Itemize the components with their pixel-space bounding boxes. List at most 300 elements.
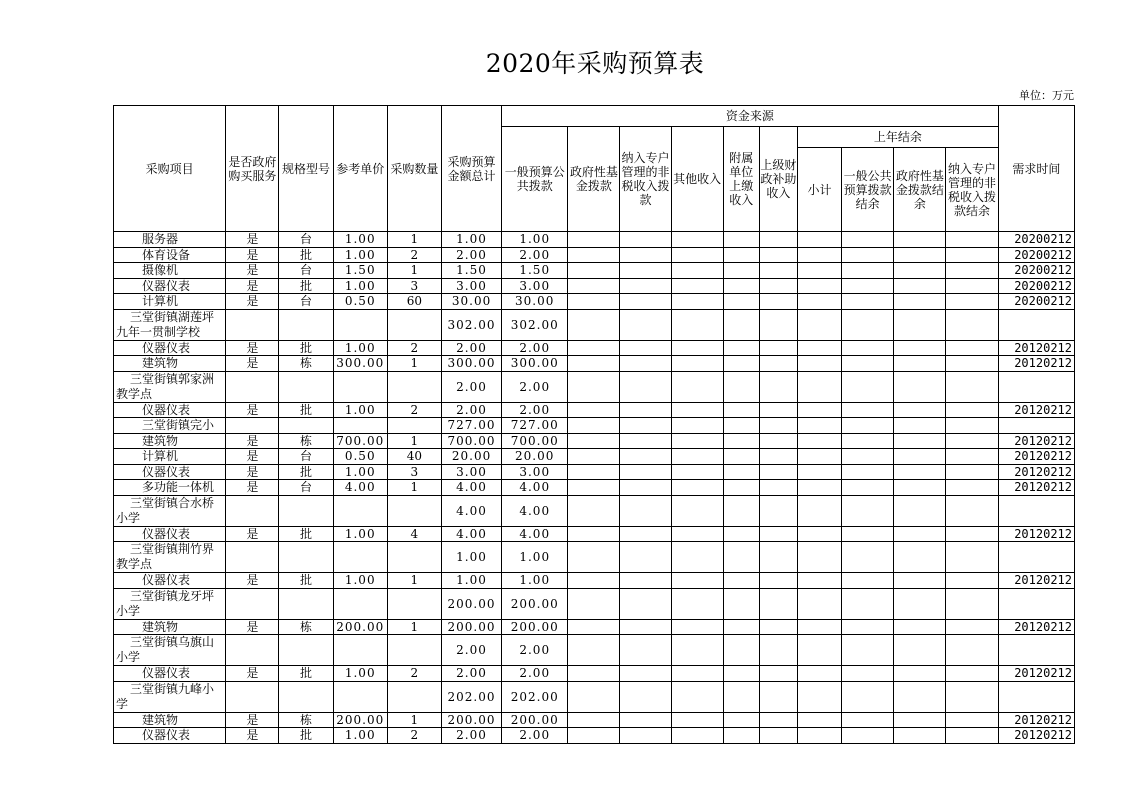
cell-spec: 栋 [279, 356, 333, 372]
cell-affiliate [723, 542, 759, 573]
cell-subsidy [759, 542, 797, 573]
cell-co-special [946, 449, 998, 465]
table-row [114, 464, 1075, 480]
cell-subtotal [797, 294, 841, 310]
header-spec: 规格型号 [279, 106, 333, 232]
cell-co-general [842, 464, 894, 480]
cell-gov-service: 是 [226, 278, 279, 294]
cell-other [671, 263, 723, 279]
cell-general: 4.00 [502, 526, 568, 542]
cell-gov-fund [568, 666, 620, 682]
cell-item: 仪器仪表 [114, 728, 226, 744]
cell-general: 4.00 [502, 495, 568, 526]
cell-subsidy [759, 588, 797, 619]
cell-total: 3.00 [441, 278, 501, 294]
header-gov-fund: 政府性基金拨款 [568, 127, 620, 232]
cell-general: 302.00 [502, 309, 568, 340]
cell-subsidy [759, 232, 797, 248]
table-row [114, 356, 1075, 372]
cell-item: 三堂街镇郭家洲教学点 [114, 371, 226, 402]
cell-other [671, 418, 723, 434]
cell-co-general [842, 309, 894, 340]
header-carryover: 上年结余 [797, 127, 998, 148]
cell-quantity: 1 [387, 619, 441, 635]
cell-gov-service: 是 [226, 263, 279, 279]
cell-gov-service [226, 371, 279, 402]
cell-special [620, 495, 671, 526]
cell-general: 202.00 [502, 681, 568, 712]
cell-total: 2.00 [441, 247, 501, 263]
cell-unit-price: 1.50 [333, 263, 387, 279]
table-row [114, 402, 1075, 418]
cell-subtotal [797, 464, 841, 480]
cell-gov-fund [568, 681, 620, 712]
cell-co-general [842, 340, 894, 356]
cell-affiliate [723, 495, 759, 526]
cell-co-special [946, 371, 998, 402]
cell-general: 2.00 [502, 247, 568, 263]
cell-subsidy [759, 371, 797, 402]
cell-co-gov-fund [894, 309, 946, 340]
cell-gov-fund [568, 635, 620, 666]
cell-gov-service [226, 635, 279, 666]
cell-general: 4.00 [502, 480, 568, 496]
cell-unit-price: 1.00 [333, 247, 387, 263]
cell-spec [279, 542, 333, 573]
cell-total: 2.00 [441, 635, 501, 666]
header-subtotal: 小计 [797, 148, 841, 232]
cell-subsidy [759, 247, 797, 263]
cell-affiliate [723, 635, 759, 666]
cell-quantity: 40 [387, 449, 441, 465]
cell-gov-fund [568, 433, 620, 449]
header-unit-price: 参考单价 [333, 106, 387, 232]
cell-affiliate [723, 418, 759, 434]
cell-unit-price [333, 681, 387, 712]
cell-co-special [946, 232, 998, 248]
cell-affiliate [723, 573, 759, 589]
cell-special [620, 666, 671, 682]
cell-other [671, 371, 723, 402]
cell-co-gov-fund [894, 588, 946, 619]
header-affiliate: 附属单位上缴收入 [723, 127, 759, 232]
cell-need-time [998, 495, 1074, 526]
cell-co-gov-fund [894, 356, 946, 372]
cell-affiliate [723, 712, 759, 728]
cell-other [671, 464, 723, 480]
cell-total: 4.00 [441, 526, 501, 542]
cell-subsidy [759, 402, 797, 418]
cell-quantity [387, 309, 441, 340]
cell-subtotal [797, 635, 841, 666]
cell-special [620, 681, 671, 712]
cell-total: 2.00 [441, 402, 501, 418]
cell-quantity: 2 [387, 340, 441, 356]
cell-item: 仪器仪表 [114, 573, 226, 589]
cell-general: 2.00 [502, 402, 568, 418]
budget-table [113, 105, 1075, 744]
cell-special [620, 309, 671, 340]
cell-gov-service [226, 681, 279, 712]
cell-co-special [946, 402, 998, 418]
cell-other [671, 309, 723, 340]
cell-gov-fund [568, 309, 620, 340]
cell-need-time [998, 588, 1074, 619]
cell-item: 计算机 [114, 449, 226, 465]
cell-item: 三堂街镇荆竹界教学点 [114, 542, 226, 573]
cell-item: 计算机 [114, 294, 226, 310]
cell-total: 20.00 [441, 449, 501, 465]
cell-subtotal [797, 619, 841, 635]
table-row [114, 371, 1075, 402]
cell-need-time [998, 309, 1074, 340]
cell-co-general [842, 433, 894, 449]
cell-total: 300.00 [441, 356, 501, 372]
cell-general: 700.00 [502, 433, 568, 449]
cell-special [620, 371, 671, 402]
table-row [114, 294, 1075, 310]
cell-co-general [842, 526, 894, 542]
cell-spec: 栋 [279, 619, 333, 635]
cell-special [620, 402, 671, 418]
cell-special [620, 573, 671, 589]
cell-other [671, 619, 723, 635]
cell-subsidy [759, 464, 797, 480]
cell-other [671, 340, 723, 356]
cell-co-gov-fund [894, 294, 946, 310]
header-quantity: 采购数量 [387, 106, 441, 232]
cell-unit-price: 700.00 [333, 433, 387, 449]
cell-special [620, 464, 671, 480]
cell-co-general [842, 278, 894, 294]
cell-gov-service: 是 [226, 526, 279, 542]
cell-total: 4.00 [441, 480, 501, 496]
cell-spec [279, 309, 333, 340]
cell-co-gov-fund [894, 480, 946, 496]
cell-spec: 台 [279, 294, 333, 310]
cell-unit-price: 1.00 [333, 340, 387, 356]
cell-item: 三堂街镇龙牙坪小学 [114, 588, 226, 619]
cell-spec: 批 [279, 340, 333, 356]
cell-special [620, 418, 671, 434]
cell-general: 200.00 [502, 712, 568, 728]
cell-subsidy [759, 263, 797, 279]
cell-need-time: 20120212 [998, 356, 1074, 372]
cell-unit-price: 1.00 [333, 728, 387, 744]
cell-need-time: 20120212 [998, 433, 1074, 449]
cell-need-time [998, 681, 1074, 712]
cell-item: 建筑物 [114, 619, 226, 635]
cell-other [671, 542, 723, 573]
cell-special [620, 526, 671, 542]
cell-spec: 批 [279, 402, 333, 418]
cell-subsidy [759, 681, 797, 712]
cell-co-gov-fund [894, 402, 946, 418]
cell-co-general [842, 681, 894, 712]
cell-quantity [387, 495, 441, 526]
cell-unit-price [333, 542, 387, 573]
cell-co-general [842, 495, 894, 526]
cell-subtotal [797, 309, 841, 340]
cell-gov-fund [568, 573, 620, 589]
cell-subsidy [759, 433, 797, 449]
cell-affiliate [723, 480, 759, 496]
cell-co-general [842, 666, 894, 682]
cell-need-time [998, 542, 1074, 573]
cell-co-special [946, 635, 998, 666]
header-total: 采购预算金额总计 [441, 106, 501, 232]
cell-co-gov-fund [894, 495, 946, 526]
cell-subsidy [759, 294, 797, 310]
cell-general: 727.00 [502, 418, 568, 434]
table-row [114, 635, 1075, 666]
cell-unit-price: 200.00 [333, 712, 387, 728]
cell-co-special [946, 464, 998, 480]
cell-subtotal [797, 542, 841, 573]
cell-affiliate [723, 619, 759, 635]
page-title: 2020年采购预算表 [485, 49, 705, 78]
cell-total: 1.00 [441, 573, 501, 589]
cell-total: 4.00 [441, 495, 501, 526]
header-need-time: 需求时间 [998, 106, 1074, 232]
cell-affiliate [723, 247, 759, 263]
cell-co-special [946, 526, 998, 542]
cell-co-special [946, 495, 998, 526]
cell-gov-service: 是 [226, 402, 279, 418]
cell-special [620, 263, 671, 279]
cell-quantity [387, 588, 441, 619]
cell-gov-service [226, 588, 279, 619]
cell-co-gov-fund [894, 619, 946, 635]
cell-quantity: 1 [387, 433, 441, 449]
cell-other [671, 278, 723, 294]
cell-item: 仪器仪表 [114, 340, 226, 356]
cell-spec: 批 [279, 666, 333, 682]
cell-spec [279, 681, 333, 712]
cell-affiliate [723, 526, 759, 542]
cell-co-special [946, 681, 998, 712]
cell-general: 300.00 [502, 356, 568, 372]
cell-item: 仪器仪表 [114, 666, 226, 682]
cell-co-special [946, 666, 998, 682]
cell-item: 三堂街镇乌旗山小学 [114, 635, 226, 666]
cell-general: 200.00 [502, 588, 568, 619]
cell-item: 仪器仪表 [114, 278, 226, 294]
cell-gov-fund [568, 619, 620, 635]
cell-special [620, 356, 671, 372]
table-row [114, 309, 1075, 340]
cell-spec: 栋 [279, 712, 333, 728]
cell-subtotal [797, 526, 841, 542]
cell-special [620, 278, 671, 294]
cell-gov-fund [568, 480, 620, 496]
cell-co-special [946, 542, 998, 573]
cell-co-general [842, 588, 894, 619]
cell-subtotal [797, 340, 841, 356]
cell-other [671, 526, 723, 542]
cell-need-time: 20120212 [998, 619, 1074, 635]
header-item: 采购项目 [114, 106, 226, 232]
cell-unit-price: 1.00 [333, 573, 387, 589]
cell-item: 服务器 [114, 232, 226, 248]
cell-co-general [842, 712, 894, 728]
cell-need-time: 20120212 [998, 402, 1074, 418]
cell-general: 1.50 [502, 263, 568, 279]
cell-affiliate [723, 263, 759, 279]
header-co-general: 一般公共预算拨款结余 [842, 148, 894, 232]
table-row [114, 263, 1075, 279]
cell-co-gov-fund [894, 433, 946, 449]
cell-subsidy [759, 619, 797, 635]
cell-unit-price [333, 635, 387, 666]
cell-subsidy [759, 418, 797, 434]
cell-subsidy [759, 573, 797, 589]
cell-gov-fund [568, 294, 620, 310]
cell-gov-fund [568, 232, 620, 248]
cell-unit-price [333, 371, 387, 402]
table-row [114, 542, 1075, 573]
cell-general: 200.00 [502, 619, 568, 635]
cell-affiliate [723, 371, 759, 402]
cell-item: 摄像机 [114, 263, 226, 279]
cell-gov-service: 是 [226, 666, 279, 682]
cell-subtotal [797, 588, 841, 619]
cell-general: 20.00 [502, 449, 568, 465]
cell-co-gov-fund [894, 666, 946, 682]
cell-subtotal [797, 728, 841, 744]
cell-co-gov-fund [894, 418, 946, 434]
cell-quantity: 1 [387, 356, 441, 372]
cell-total: 1.00 [441, 542, 501, 573]
cell-special [620, 588, 671, 619]
cell-co-general [842, 449, 894, 465]
table-row [114, 681, 1075, 712]
cell-need-time [998, 635, 1074, 666]
cell-quantity [387, 371, 441, 402]
table-row [114, 449, 1075, 465]
cell-gov-fund [568, 356, 620, 372]
cell-gov-service: 是 [226, 247, 279, 263]
cell-gov-service: 是 [226, 232, 279, 248]
cell-total: 302.00 [441, 309, 501, 340]
cell-gov-fund [568, 371, 620, 402]
cell-subsidy [759, 449, 797, 465]
cell-spec [279, 495, 333, 526]
cell-quantity: 3 [387, 464, 441, 480]
cell-other [671, 433, 723, 449]
cell-co-special [946, 247, 998, 263]
cell-other [671, 681, 723, 712]
cell-co-special [946, 340, 998, 356]
cell-subtotal [797, 278, 841, 294]
cell-special [620, 728, 671, 744]
cell-co-general [842, 480, 894, 496]
cell-special [620, 635, 671, 666]
table-row [114, 433, 1075, 449]
cell-subsidy [759, 480, 797, 496]
cell-need-time: 20200212 [998, 232, 1074, 248]
cell-co-general [842, 619, 894, 635]
cell-general: 1.00 [502, 573, 568, 589]
cell-gov-service: 是 [226, 294, 279, 310]
cell-affiliate [723, 666, 759, 682]
cell-co-special [946, 480, 998, 496]
cell-affiliate [723, 294, 759, 310]
cell-co-general [842, 356, 894, 372]
table-row [114, 728, 1075, 744]
cell-unit-price: 4.00 [333, 480, 387, 496]
cell-quantity [387, 635, 441, 666]
cell-general: 2.00 [502, 666, 568, 682]
cell-co-gov-fund [894, 371, 946, 402]
cell-subsidy [759, 712, 797, 728]
cell-co-general [842, 728, 894, 744]
cell-special [620, 247, 671, 263]
cell-gov-fund [568, 728, 620, 744]
cell-co-general [842, 402, 894, 418]
cell-quantity: 1 [387, 712, 441, 728]
cell-spec: 台 [279, 232, 333, 248]
cell-affiliate [723, 232, 759, 248]
cell-need-time [998, 371, 1074, 402]
cell-gov-service: 是 [226, 449, 279, 465]
cell-spec: 批 [279, 573, 333, 589]
cell-quantity: 2 [387, 247, 441, 263]
cell-special [620, 294, 671, 310]
cell-gov-fund [568, 588, 620, 619]
cell-co-special [946, 294, 998, 310]
cell-other [671, 480, 723, 496]
cell-general: 1.00 [502, 232, 568, 248]
cell-item: 建筑物 [114, 356, 226, 372]
cell-item: 仪器仪表 [114, 402, 226, 418]
cell-co-special [946, 263, 998, 279]
cell-subtotal [797, 263, 841, 279]
cell-co-general [842, 371, 894, 402]
cell-quantity: 3 [387, 278, 441, 294]
cell-gov-service: 是 [226, 433, 279, 449]
cell-spec: 台 [279, 263, 333, 279]
cell-spec: 台 [279, 449, 333, 465]
cell-co-gov-fund [894, 526, 946, 542]
cell-co-general [842, 635, 894, 666]
cell-total: 200.00 [441, 619, 501, 635]
cell-general: 3.00 [502, 278, 568, 294]
cell-other [671, 728, 723, 744]
cell-subtotal [797, 681, 841, 712]
cell-gov-service: 是 [226, 619, 279, 635]
cell-other [671, 712, 723, 728]
cell-unit-price: 300.00 [333, 356, 387, 372]
cell-gov-service [226, 418, 279, 434]
cell-gov-service: 是 [226, 356, 279, 372]
cell-quantity: 1 [387, 480, 441, 496]
cell-special [620, 542, 671, 573]
cell-item: 仪器仪表 [114, 464, 226, 480]
cell-gov-service: 是 [226, 712, 279, 728]
cell-gov-fund [568, 247, 620, 263]
cell-co-general [842, 294, 894, 310]
cell-co-gov-fund [894, 247, 946, 263]
cell-item: 建筑物 [114, 433, 226, 449]
cell-other [671, 294, 723, 310]
cell-affiliate [723, 402, 759, 418]
header-subsidy: 上级财政补助收入 [759, 127, 797, 232]
cell-total: 727.00 [441, 418, 501, 434]
cell-affiliate [723, 681, 759, 712]
cell-item: 三堂街镇完小 [114, 418, 226, 434]
table-row [114, 418, 1075, 434]
